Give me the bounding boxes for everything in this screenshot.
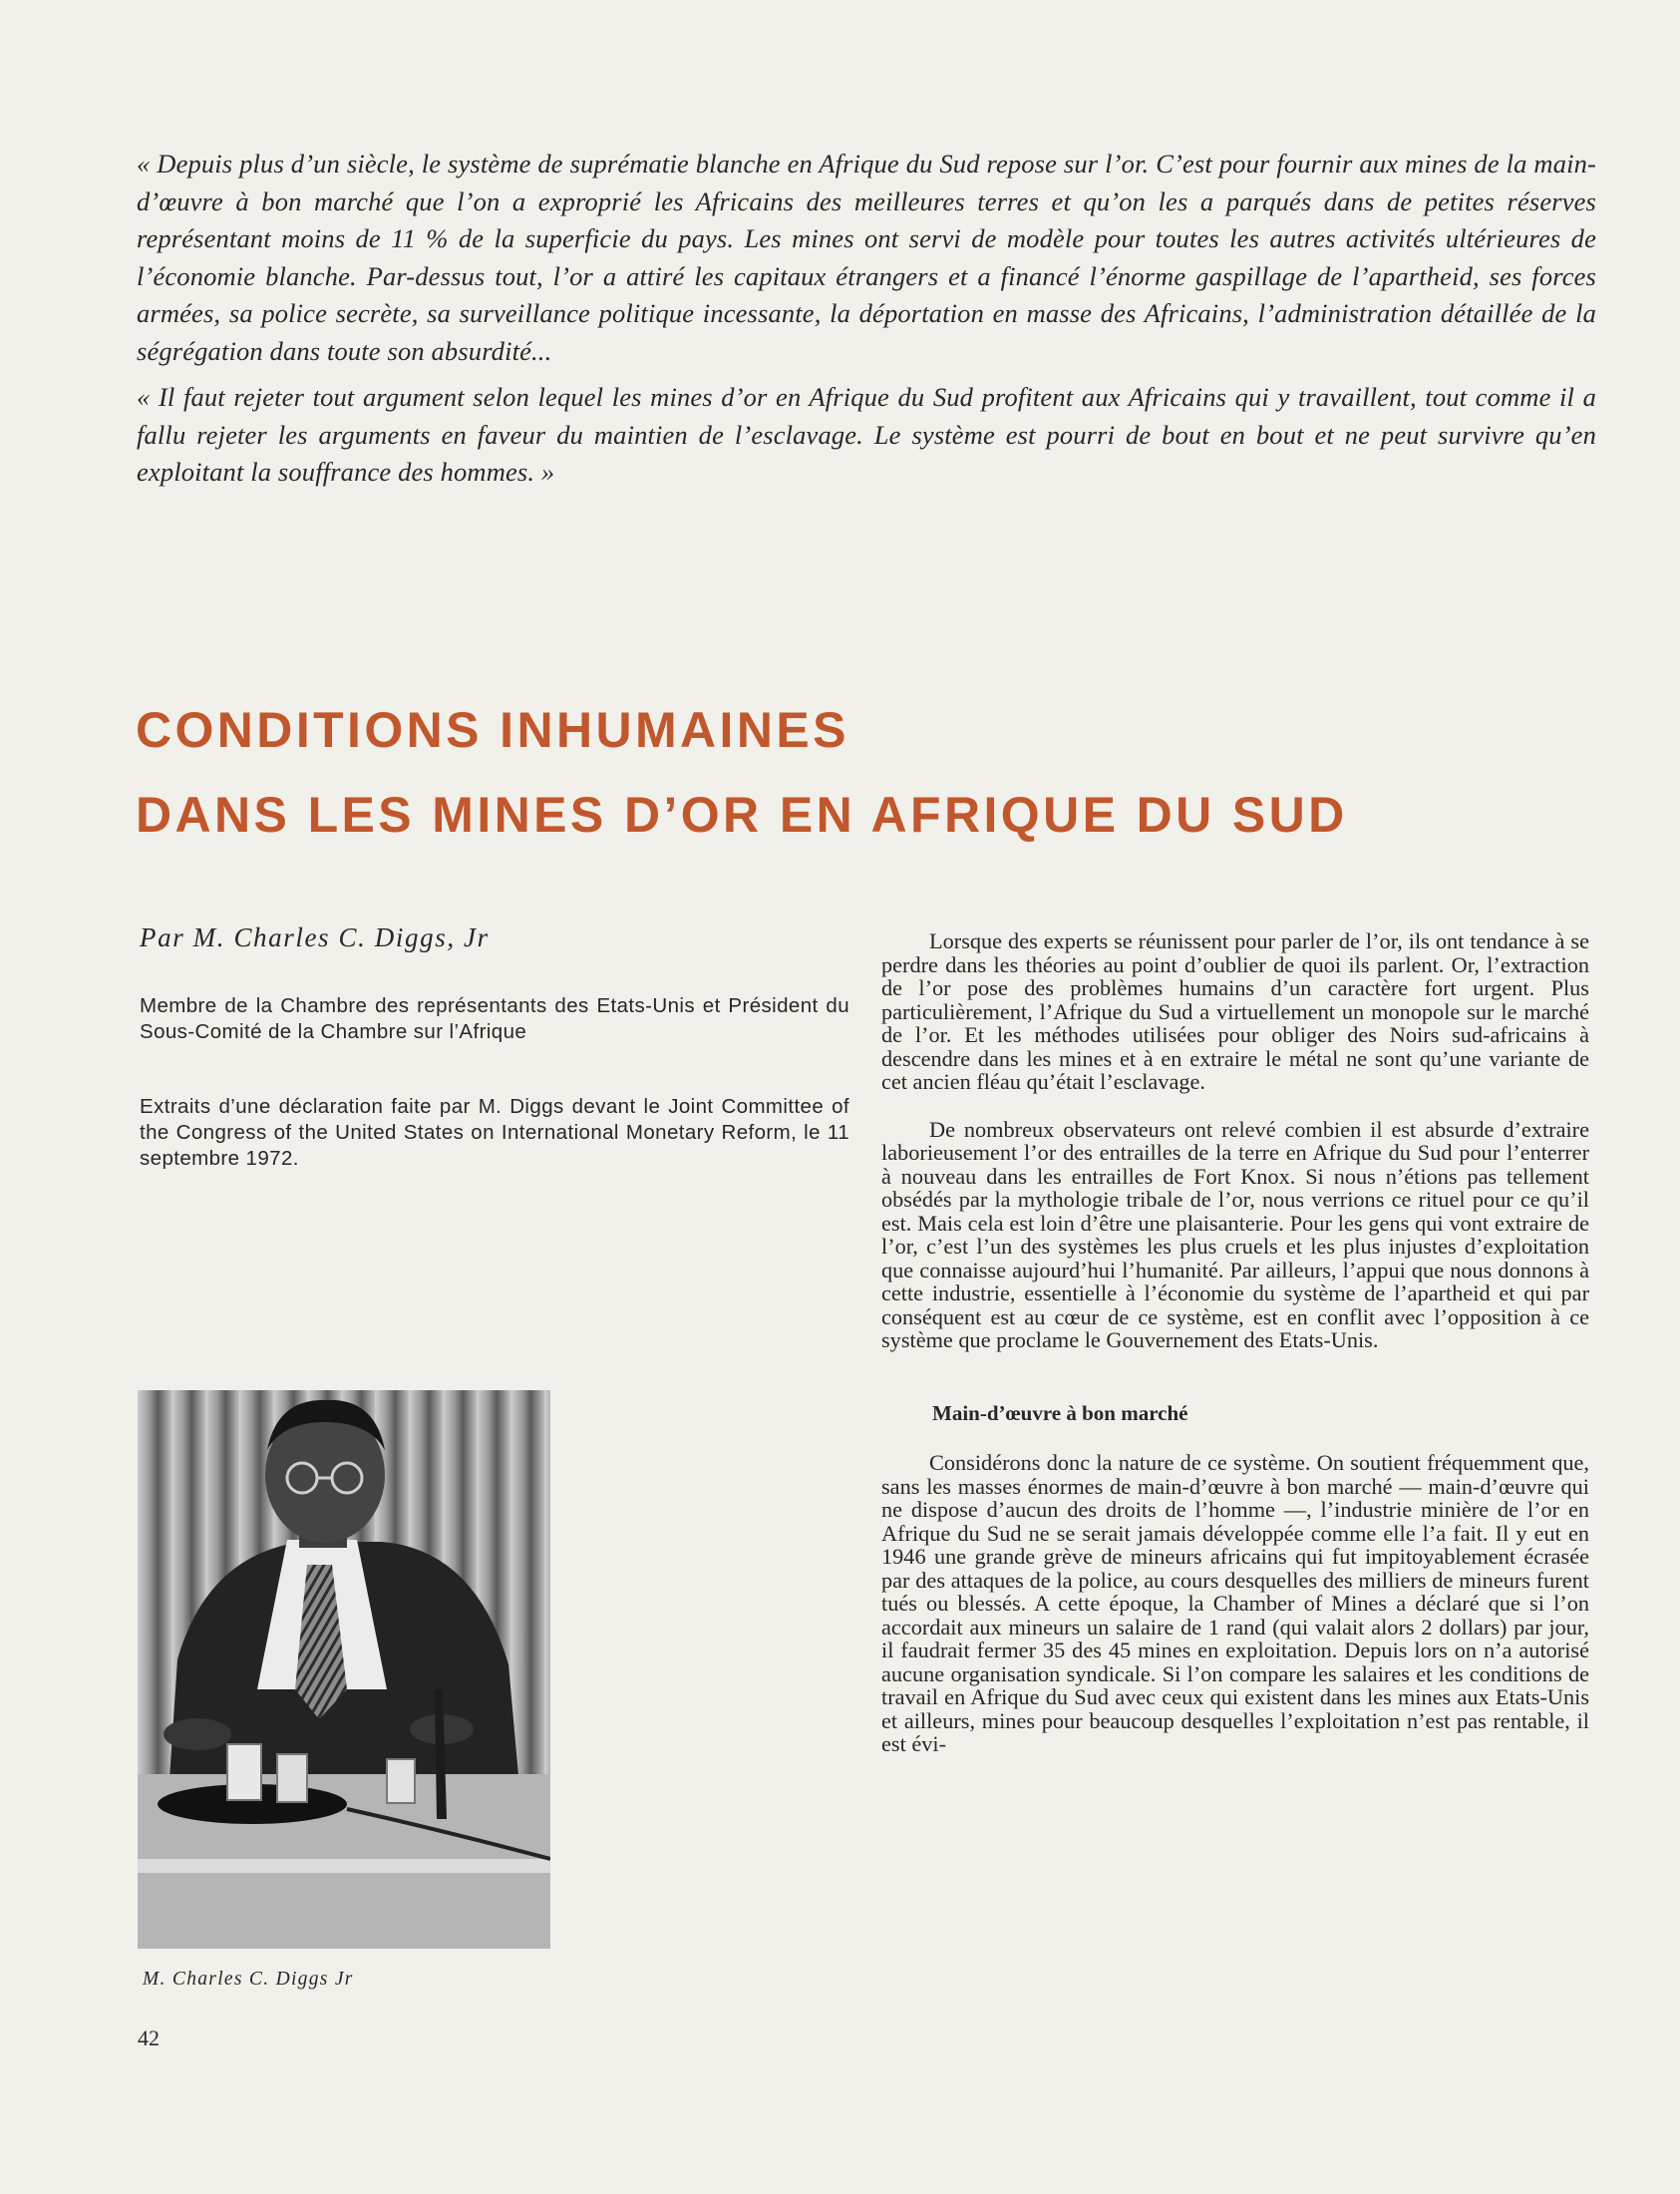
article-paragraph: Considérons donc la nature de ce système. On soutient fréquemment que, sans les masses énormes de main-d’œuvre à bon marché — main-d’œuvre qui ne dispose d’aucun des droits de l’homme —, l’industrie minière de l’or en Afrique du Sud ne se serait jamais développée comme elle l’a fait. Il y eut en 1946 une grande grève de mineurs africains qui fut impitoyablement écrasée par des attaques de la police, au cours desquelles des milliers de mineurs furent tués ou blessés. A cette époque, la Chamber of Mines a déclaré que si l’on accordait aux mineurs un salaire de 1 rand (qui valait alors 2 dollars) par jour, il faudrait fermer 35 des 45 mines en exploitation. Depuis lors on n’a autorisé aucune organisation syndicale. Si l’on compare les salaires et les conditions de travail en Afrique du Sud avec ceux qui existent dans les mines aux Etats-Unis et ailleurs, mines pour beaucoup desquelles l’exploitation n’est pas rentable, il est évi-: [881, 1450, 1589, 1756]
article-paragraph: Lorsque des experts se réunissent pour parler de l’or, ils ont tendance à se perdre dans les théories au point d’oublier de quoi ils parlent. Or, l’extraction de l’or pose des problèmes humains d’un caractère fort urgent. Plus particulièrement, l’Afrique du Sud a virtuellement un monopole sur le marché de l’or. Et les méthodes utilisées pour obliger des Noirs sud-africains à descendre dans les mines et à en extraire le métal ne sont qu’une variante de cet ancien fléau qu’était l’esclavage.: [881, 928, 1589, 1094]
article-paragraph: De nombreux observateurs ont relevé combien il est absurde d’extraire laborieusement l’or des entrailles de la terre en Afrique du Sud pour l’enterrer à nouveau dans les entrailles de Fort Knox. Si nous n’étions pas tellement obsédés par la mythologie tribale de l’or, nous verrions ce rituel pour ce qu’il est. Mais cela est loin d’être une plaisanterie. Pour les gens qui vont extraire de l’or, c’est l’un des systèmes les plus cruels et les plus injustes d’exploitation que connaisse aujourd’hui l’humanité. Par ailleurs, l’appui que nous donnons à cette industrie, essentielle à l’économie du système de l’apartheid et qui par conséquent est au cœur de ce système, est en conflit avec l’opposition à ce système que proclame le Gouvernement des Etats-Unis.: [881, 1116, 1589, 1352]
headline-line: CONDITIONS INHUMAINES: [136, 702, 849, 758]
article-headline: [136, 688, 1651, 858]
opening-quote: [137, 146, 1596, 501]
author-note: Membre de la Chambre des représentants des Etats-Unis et Président du Sous-Comité de la Chambre sur l’Afrique: [140, 994, 849, 1043]
photo-table-edge: [138, 1859, 550, 1873]
section-heading: Main-d’œuvre à bon marché: [932, 1400, 1188, 1425]
quote-paragraph: « Depuis plus d’un siècle, le système de suprématie blanche en Afrique du Sud repose sur l’or. C’est pour fournir aux mines de la main-d’œuvre à bon marché que l’on a exproprié les Africains des meilleures terres et qu’on les a parqués dans de petites réserves représentant moins de 11 % de la superficie du pays. Les mines ont servi de modèle pour toutes les autres activités ultérieures de l’économie blanche. Par-dessus tout, l’or a attiré les capitaux étrangers et a financé l’énorme gaspillage de l’apartheid, ses forces armées, sa police secrète, sa surveillance politique incessante, la déportation en masse des Africains, l’administration détaillée de la ségrégation dans toute son absurdité...: [137, 149, 1596, 366]
headline-line: DANS LES MINES D’OR EN AFRIQUE DU SUD: [136, 787, 1348, 843]
photo-hand: [164, 1718, 231, 1750]
author-photo: [138, 1390, 550, 1949]
photo-glass: [277, 1754, 307, 1802]
article-body: [881, 929, 1589, 1756]
quote-paragraph: « Il faut rejeter tout argument selon lequel les mines d’or en Afrique du Sud profitent aux Africains qui y travaillent, tout comme il a fallu rejeter les arguments en faveur du maintien de l’esclavage. Le système est pourri de bout en bout et ne peut survivre qu’en exploitant la souffrance des hommes. »: [137, 382, 1596, 487]
photo-glass: [387, 1759, 415, 1803]
photo-glass: [227, 1744, 261, 1800]
photo-caption: M. Charles C. Diggs Jr: [143, 1969, 354, 1990]
byline: Par M. Charles C. Diggs, Jr: [140, 922, 490, 952]
source-note: Extraits d’une déclaration faite par M. Diggs devant le Joint Committee of the Congress of the United States on International Monetary Reform, le 11 septembre 1972.: [140, 1095, 849, 1170]
page-number: 42: [138, 2025, 160, 2050]
